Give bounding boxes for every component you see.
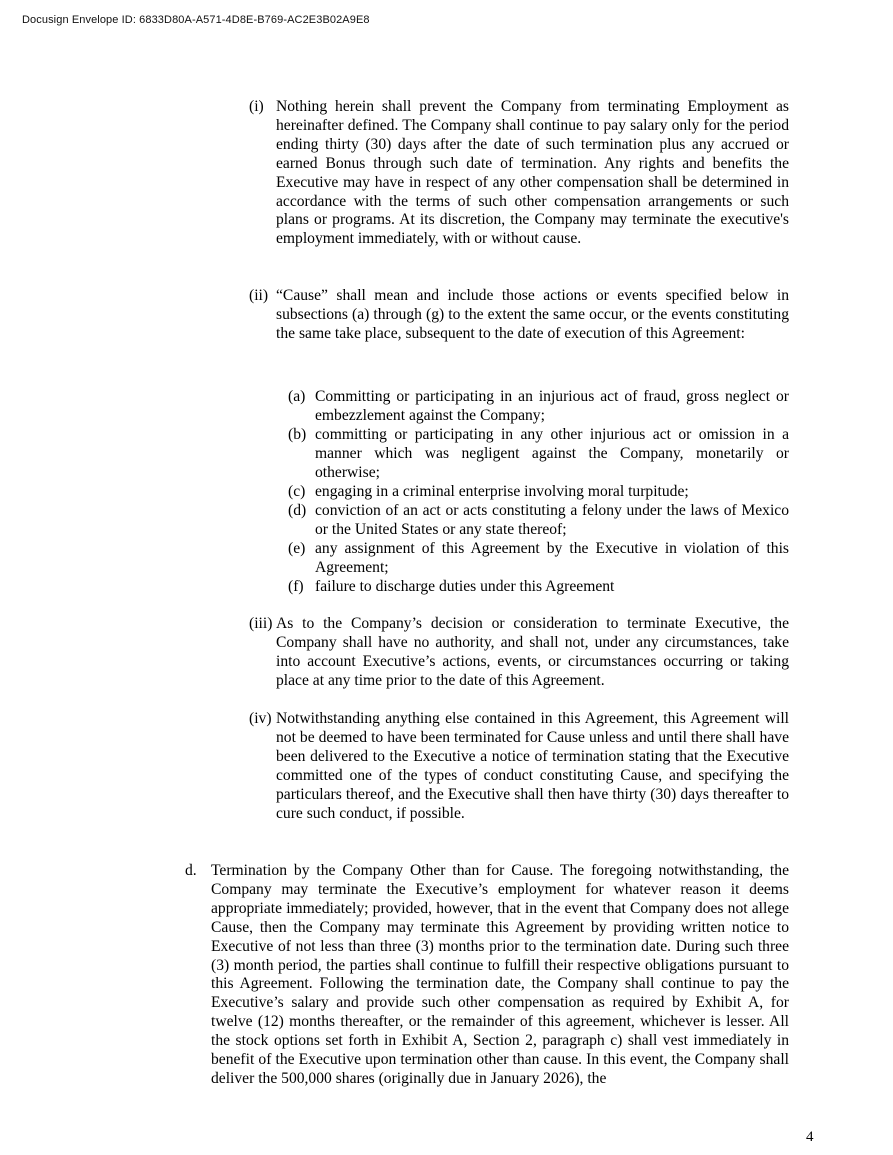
cause-item-text: conviction of an act or acts constituting a felony under the laws of Mexico or the United States or any state thereof;	[315, 502, 789, 538]
clause-iv-marker: (iv)	[249, 710, 272, 727]
clause-iii-text: As to the Company’s decision or consideration to terminate Executive, the Company shall have no authority, and shall not, under any circumstances, take into account Executive’s actions, events, or circumstances occurring or taking place at any time prior to the date of this Agreement.	[276, 615, 789, 689]
cause-item-a	[288, 388, 789, 426]
cause-item-f	[288, 578, 789, 597]
cause-item-c	[288, 483, 789, 502]
cause-item-marker: (c)	[288, 483, 306, 500]
cause-item-d	[288, 502, 789, 540]
cause-item-text: engaging in a criminal enterprise involving moral turpitude;	[315, 483, 689, 500]
clause-ii	[249, 287, 789, 344]
clause-i-text: Nothing herein shall prevent the Company from terminating Employment as hereinafter defined. The Company shall continue to pay salary only for the period ending thirty (30) days after the date of such termination plus any accrued or earned Bonus through such date of termination. Any rights and benefits the Executive may have in respect of any other compensation shall be determined in accordance with the terms of such other compensation arrangements or such plans or programs. At its discretion, the Company may terminate the executive's employment immediately, with or without cause.	[276, 98, 789, 248]
section-d	[185, 862, 789, 1089]
page-number: 4	[806, 1129, 814, 1145]
section-d-text: Termination by the Company Other than for Cause. The foregoing notwithstanding, the Company may terminate the Executive’s employment for whatever reason it deems appropriate immediately; provided, however, that in the event that Company does not allege Cause, then the Company may terminate this Agreement by providing written notice to Executive of not less than three (3) months prior to the termination date. During such three (3) month period, the parties shall continue to fulfill their respective obligations pursuant to this Agreement. Following the termination date, the Company shall continue to pay the Executive’s salary and provide such other compensation as required by Exhibit A, for twelve (12) months thereafter, or the remainder of this agreement, whichever is lesser. All the stock options set forth in Exhibit A, Section 2, paragraph c) shall vest immediately in benefit of the Executive upon termination other than cause. In this event, the Company shall deliver the 500,000 shares (originally due in January 2026), the	[211, 862, 789, 1087]
clause-iv	[249, 710, 789, 823]
clause-iii-marker: (iii)	[249, 615, 273, 632]
cause-item-marker: (d)	[288, 502, 307, 519]
docusign-envelope-id: Docusign Envelope ID: 6833D80A-A571-4D8E-B769-AC2E3B02A9E8	[22, 14, 370, 26]
cause-item-text: failure to discharge duties under this Agreement	[315, 578, 615, 595]
clause-iii	[249, 615, 789, 691]
section-d-marker: d.	[185, 862, 197, 879]
cause-item-marker: (f)	[288, 578, 304, 595]
clause-i	[249, 98, 789, 249]
cause-item-marker: (b)	[288, 426, 307, 443]
cause-item-text: Committing or participating in an injurious act of fraud, gross neglect or embezzlement against the Company;	[315, 388, 789, 424]
clause-ii-text: “Cause” shall mean and include those actions or events specified below in subsections (a) through (g) to the extent the same occur, or the events constituting the same take place, subsequent to the date of execution of this Agreement:	[276, 287, 789, 342]
cause-item-marker: (e)	[288, 540, 306, 557]
cause-item-text: any assignment of this Agreement by the Executive in violation of this Agreement;	[315, 540, 789, 576]
cause-item-b	[288, 426, 789, 483]
clause-iv-text: Notwithstanding anything else contained in this Agreement, this Agreement will not be deemed to have been terminated for Cause unless and until there shall have been delivered to the Executive a notice of termination stating that the Executive committed one of the types of conduct constituting Cause, and specifying the particulars thereof, and the Executive shall then have thirty (30) days thereafter to cure such conduct, if possible.	[276, 710, 789, 822]
clause-ii-marker: (ii)	[249, 287, 269, 304]
cause-item-marker: (a)	[288, 388, 306, 405]
cause-item-text: committing or participating in any other injurious act or omission in a manner which was negligent against the Company, monetarily or otherwise;	[315, 426, 789, 481]
cause-item-e	[288, 540, 789, 578]
clause-i-marker: (i)	[249, 98, 264, 115]
